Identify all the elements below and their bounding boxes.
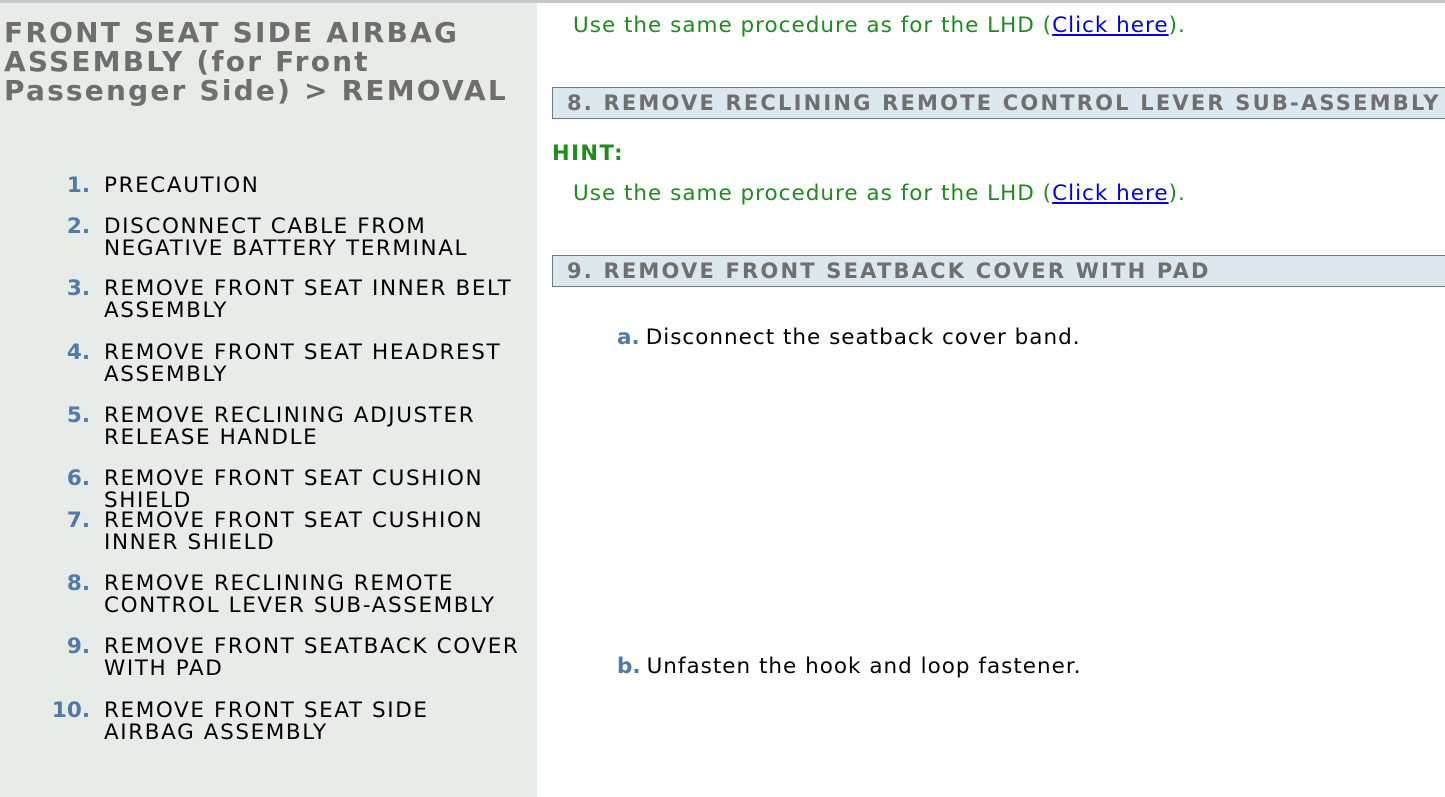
toc-item-label[interactable]: REMOVE FRONT SEAT CUSHION INNER SHIELD [104, 508, 484, 555]
toc-item-label[interactable]: REMOVE RECLINING ADJUSTER RELEASE HANDLE [104, 403, 476, 450]
section-header-8: 8. REMOVE RECLINING REMOTE CONTROL LEVER SUB-ASSEMBLY [552, 87, 1445, 119]
toc-item-number: 9. [66, 634, 90, 659]
toc-item-label[interactable]: REMOVE FRONT SEAT SIDE AIRBAG ASSEMBLY [104, 698, 429, 745]
procedure-note-prefix: Use the same procedure as for the LHD ( [573, 13, 1053, 38]
toc-item-number: 5. [66, 403, 90, 428]
toc-item-label[interactable]: REMOVE FRONT SEAT INNER BELT ASSEMBLY [104, 276, 513, 323]
procedure-note-prefix: Use the same procedure as for the LHD ( [573, 181, 1053, 206]
toc-item-number: 8. [66, 571, 90, 596]
main-content [537, 3, 1445, 797]
toc-item-label[interactable]: REMOVE FRONT SEAT HEADREST ASSEMBLY [104, 340, 502, 387]
click-here-link[interactable]: Click here [1052, 181, 1169, 206]
step-letter: b. [617, 654, 641, 679]
procedure-note-suffix: ). [1168, 181, 1186, 206]
toc-item-number: 4. [66, 340, 90, 365]
toc-item-label[interactable]: REMOVE FRONT SEAT CUSHION SHIELD [104, 466, 484, 513]
toc-item-number: 10. [51, 698, 90, 723]
procedure-note [573, 13, 1186, 39]
toc-item-label[interactable]: REMOVE RECLINING REMOTE CONTROL LEVER SUB-ASSEMBLY [104, 571, 496, 618]
toc-item-number: 3. [66, 276, 90, 301]
step-text: Disconnect the seatback cover band. [645, 325, 1081, 350]
step-text: Unfasten the hook and loop fastener. [646, 654, 1082, 679]
page-title: FRONT SEAT SIDE AIRBAG ASSEMBLY (for Front Passenger Side) > REMOVAL [4, 16, 508, 107]
procedure-note-suffix: ). [1168, 13, 1186, 38]
sidebar-toc [0, 3, 537, 797]
step-a [617, 325, 1081, 351]
hint-label: HINT: [552, 141, 625, 165]
toc-item-label[interactable]: DISCONNECT CABLE FROM NEGATIVE BATTERY TERMINAL [104, 214, 469, 261]
step-letter: a. [617, 325, 640, 350]
toc-item-label[interactable]: REMOVE FRONT SEATBACK COVER WITH PAD [104, 634, 520, 681]
section-header-9: 9. REMOVE FRONT SEATBACK COVER WITH PAD [552, 255, 1445, 287]
toc-item-number: 7. [66, 508, 90, 533]
toc-item-label[interactable]: PRECAUTION [104, 173, 260, 198]
click-here-link[interactable]: Click here [1052, 13, 1169, 38]
toc-item-number: 2. [66, 214, 90, 239]
procedure-note [573, 181, 1186, 207]
toc-item-number: 6. [66, 466, 90, 491]
toc-item-number: 1. [66, 173, 90, 198]
step-b [617, 654, 1082, 680]
